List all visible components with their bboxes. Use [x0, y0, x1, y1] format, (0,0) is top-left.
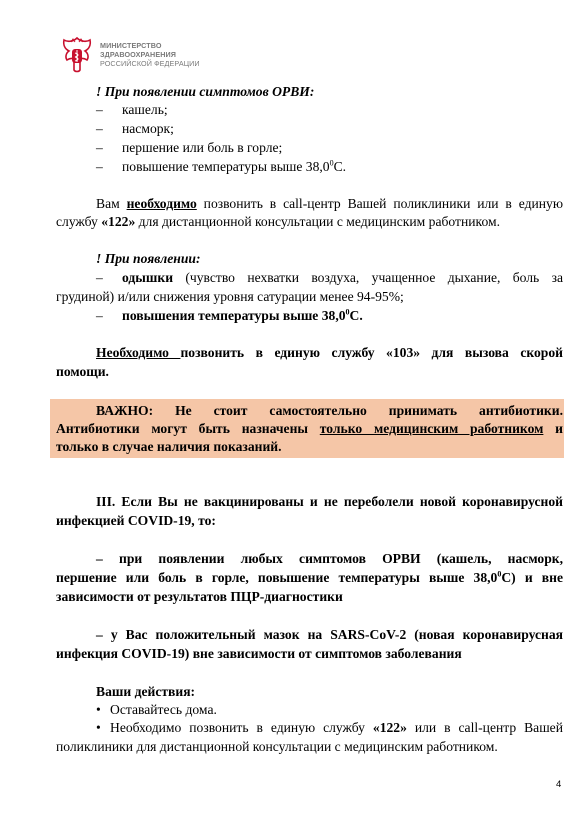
condition1-line3: зависимости от результатов ПЦР-диагностики — [56, 589, 343, 604]
logo-text — [100, 41, 200, 68]
emergency-heading: ! При появлении: — [96, 251, 201, 266]
list-item: • Оставайтесь дома. — [96, 702, 217, 717]
warning-line1: ВАЖНО: Не стоит самостоятельно принимать антибиотики. — [96, 403, 563, 418]
callcenter-paragraph-line1: Вам необходимо позвонить в call-центр Вашей поликлиники или в единую — [96, 196, 563, 211]
logo-line-1: МИНИСТЕРСТВО — [100, 41, 162, 50]
ambulance-line1: Необходимо позвонить в единую службу «103» для вызова скорой — [96, 345, 563, 360]
symptoms-heading: ! При появлении симптомов ОРВИ: — [96, 84, 315, 99]
section3-title-line1: III. Если Вы не вакцинированы и не переболели новой коронавирусной — [96, 494, 563, 509]
ministry-logo — [60, 36, 228, 76]
callcenter-paragraph-line2: службу «122» для дистанционной консультации с медицинским работником. — [56, 214, 500, 229]
list-item: – кашель; — [96, 102, 168, 117]
action2-line2: поликлиники для дистанционной консультации с медицинским работником. — [56, 739, 498, 754]
list-item: – першение или боль в горле; — [96, 140, 283, 155]
warning-line2: Антибиотики могут быть назначены только медицинским работником и — [56, 421, 563, 436]
bullet-icon: • — [96, 702, 101, 717]
list-item: – насморк; — [96, 121, 174, 136]
actions-heading: Ваши действия: — [96, 684, 196, 699]
bullet-icon: • — [96, 720, 101, 735]
dyspnea-line2: грудиной) и/или снижения уровня сатурации менее 94-95%; — [56, 289, 404, 304]
warning-line3: только в случае наличия показаний. — [56, 439, 282, 454]
condition2-line1: – у Вас положительный мазок на SARS-CoV-2 (новая коронавирусная — [96, 627, 563, 642]
coat-of-arms-icon — [60, 36, 94, 76]
list-item: – повышения температуры выше 38,0$^0$С. — [96, 307, 363, 323]
page-number: 4 — [556, 779, 562, 790]
condition1-line2: першение или боль в горле, повышение температуры выше 38,0$^0$С) и вне — [56, 569, 563, 585]
logo-line-3: РОССИЙСКОЙ ФЕДЕРАЦИИ — [100, 59, 200, 68]
action2-line1: • Необходимо позвонить в единую службу «122» или в call-центр Вашей — [96, 720, 563, 735]
ambulance-line2: помощи. — [56, 364, 109, 379]
logo-line-2: ЗДРАВООХРАНЕНИЯ — [100, 50, 177, 59]
condition1-line1: – при появлении любых симптомов ОРВИ (кашель, насморк, — [96, 551, 563, 566]
dyspnea-line1: – одышки (чувство нехватки воздуха, учащенное дыхание, боль за — [96, 270, 563, 285]
list-item: – повышение температуры выше 38,0$^0$С. — [96, 158, 347, 174]
condition2-line2: инфекция COVID-19) вне зависимости от симптомов заболевания — [56, 646, 462, 661]
section3-title-line2: инфекцией COVID-19, то: — [56, 513, 216, 528]
